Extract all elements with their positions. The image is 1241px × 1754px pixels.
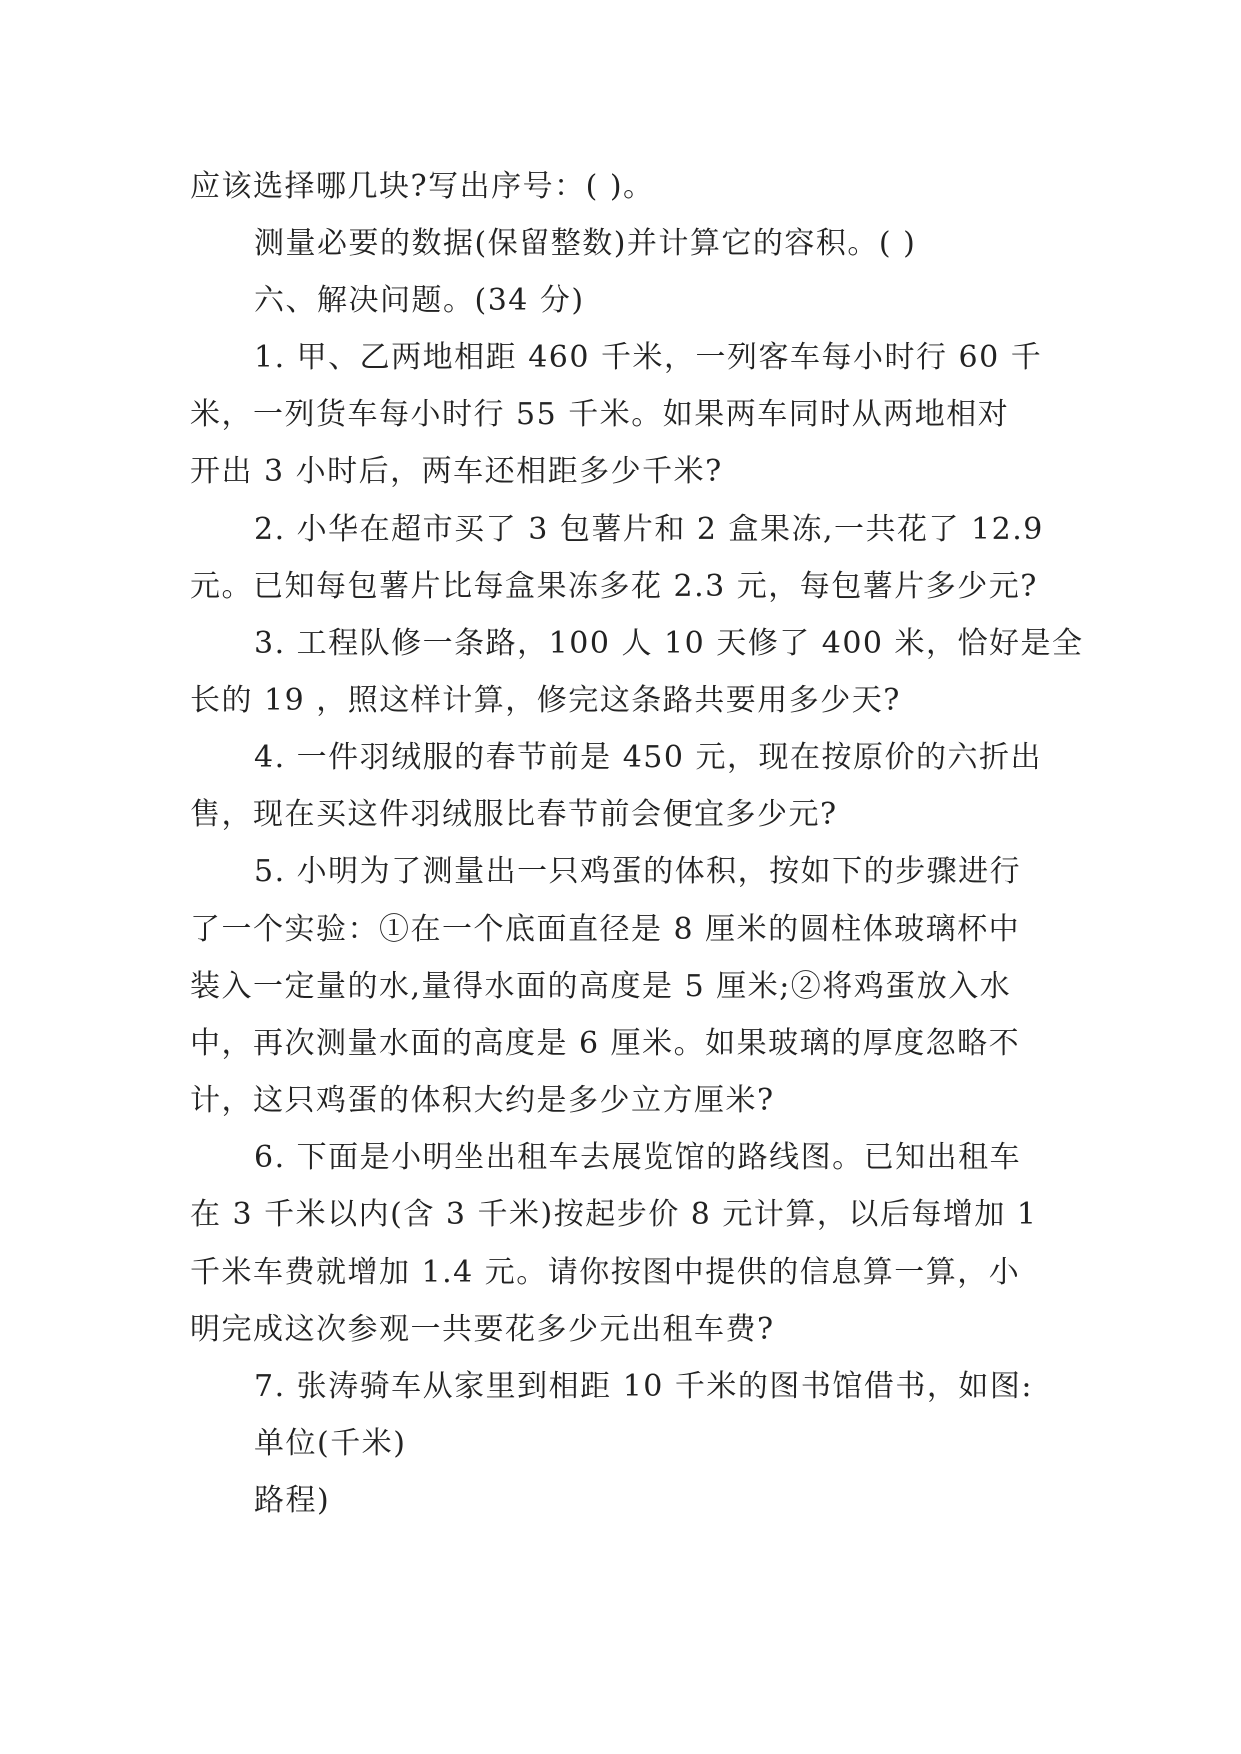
question-6-line-3: 千米车费就增加 1.4 元。请你按图中提供的信息算一算，小 xyxy=(190,1255,1021,1290)
question-5-line-2: 了一个实验：①在一个底面直径是 8 厘米的圆柱体玻璃杯中 xyxy=(190,912,1021,947)
question-7-line-1: 7. 张涛骑车从家里到相距 10 千米的图书馆借书，如图: xyxy=(254,1369,1034,1404)
question-5-line-1: 5. 小明为了测量出一只鸡蛋的体积，按如下的步骤进行 xyxy=(254,854,1022,889)
question-5-line-5: 计，这只鸡蛋的体积大约是多少立方厘米? xyxy=(190,1083,775,1118)
question-5-line-3: 装入一定量的水,量得水面的高度是 5 厘米;②将鸡蛋放入水 xyxy=(190,969,1012,1004)
question-5-line-4: 中，再次测量水面的高度是 6 厘米。如果玻璃的厚度忽略不 xyxy=(190,1026,1021,1061)
chart-axis-label: 路程) xyxy=(254,1483,331,1518)
question-1-line-3: 开出 3 小时后，两车还相距多少千米? xyxy=(190,454,723,489)
question-2-line-2: 元。已知每包薯片比每盒果冻多花 2.3 元，每包薯片多少元? xyxy=(190,569,1038,604)
question-6-line-4: 明完成这次参观一共要花多少元出租车费? xyxy=(190,1312,775,1347)
chart-unit-label: 单位(千米) xyxy=(254,1426,407,1461)
question-4-line-1: 4. 一件羽绒服的春节前是 450 元，现在按原价的六折出 xyxy=(254,740,1042,775)
section-heading: 六、解决问题。(34 分) xyxy=(254,283,585,318)
text-line-1: 应该选择哪几块?写出序号：( )。 xyxy=(190,169,655,204)
text-line-2: 测量必要的数据(保留整数)并计算它的容积。( ) xyxy=(254,226,917,261)
question-4-line-2: 售，现在买这件羽绒服比春节前会便宜多少元? xyxy=(190,797,838,832)
question-6-line-1: 6. 下面是小明坐出租车去展览馆的路线图。已知出租车 xyxy=(254,1140,1022,1175)
question-3-line-1: 3. 工程队修一条路，100 人 10 天修了 400 米，恰好是全 xyxy=(254,626,1084,661)
question-6-line-2: 在 3 千米以内(含 3 千米)按起步价 8 元计算，以后每增加 1 xyxy=(190,1197,1038,1232)
question-2-line-1: 2. 小华在超市买了 3 包薯片和 2 盒果冻,一共花了 12.9 xyxy=(254,512,1044,547)
question-1-line-2: 米，一列货车每小时行 55 千米。如果两车同时从两地相对 xyxy=(190,397,1010,432)
question-3-line-2: 长的 19 ，照这样计算，修完这条路共要用多少天? xyxy=(190,683,901,718)
question-1-line-1: 1. 甲、乙两地相距 460 千米，一列客车每小时行 60 千 xyxy=(254,340,1043,375)
